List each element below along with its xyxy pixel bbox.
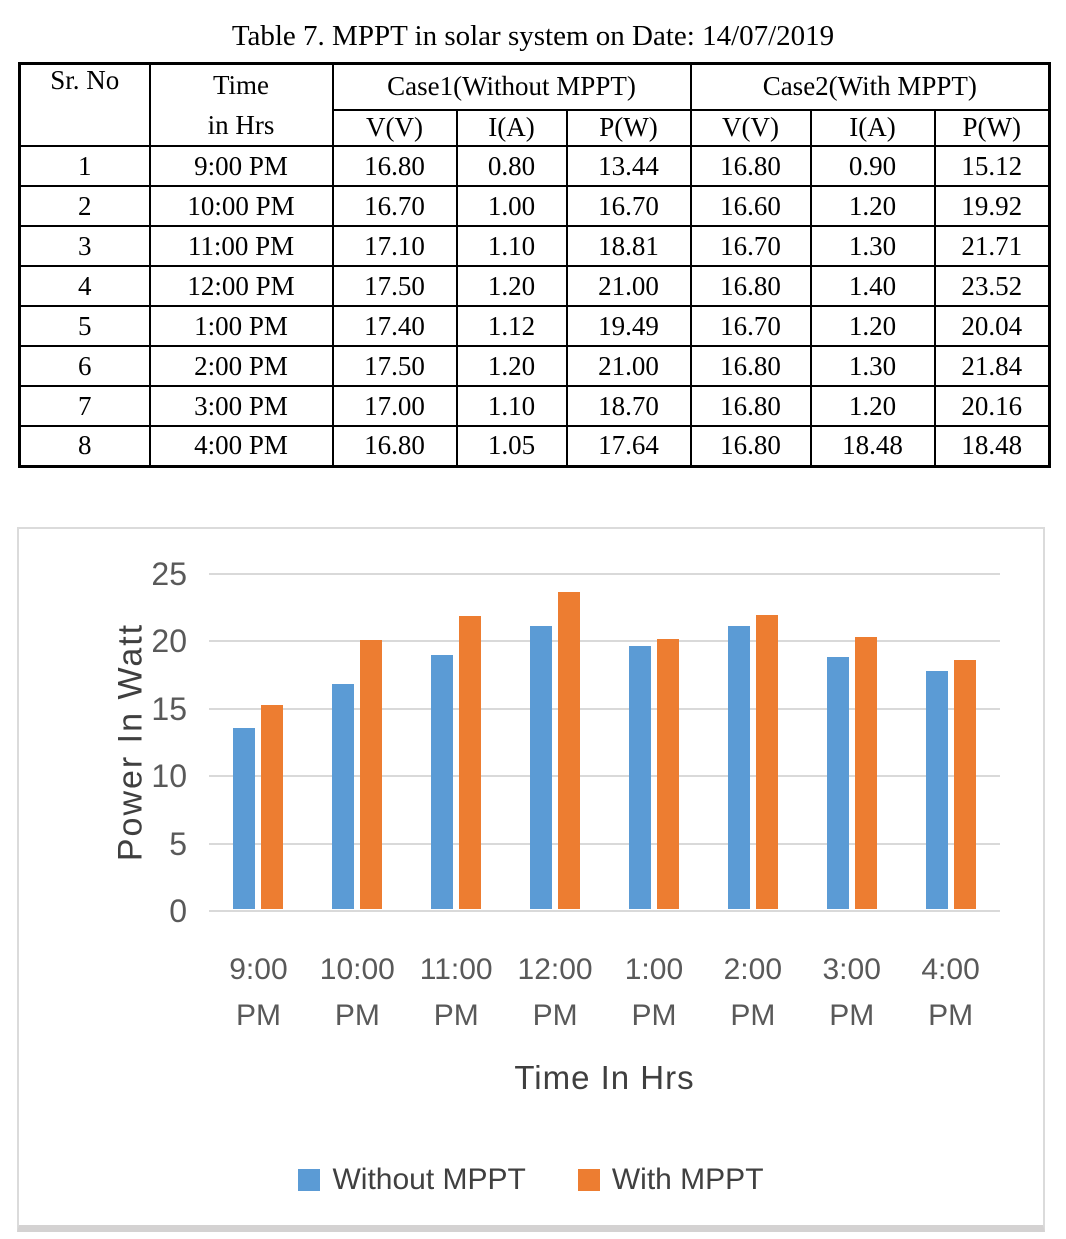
x-tick-label: [308, 947, 407, 1039]
header-time-line1: Time: [212, 70, 270, 100]
x-tick-label-line: PM: [334, 999, 380, 1032]
x-tick-label-line: 4:00: [921, 953, 980, 986]
table-row: [20, 306, 1050, 346]
table-cell: 2:00 PM: [150, 346, 333, 386]
bar-without-mppt: [728, 626, 750, 909]
header-case2: Case2(With MPPT): [691, 64, 1050, 110]
x-tick-label-line: 2:00: [723, 953, 782, 986]
bar-with-mppt: [855, 637, 877, 909]
table-cell: 21.00: [567, 266, 691, 306]
table-cell: 16.70: [333, 186, 457, 226]
table-cell: 4:00 PM: [150, 426, 333, 466]
legend-swatch-without-mppt-icon: [298, 1169, 320, 1191]
table-cell: 18.48: [935, 426, 1050, 466]
y-tick-label: 10: [151, 758, 187, 795]
table-cell: 13.44: [567, 146, 691, 186]
table-cell: 1.10: [457, 226, 567, 266]
table-cell: 17.50: [333, 266, 457, 306]
x-tick-label: [802, 947, 901, 1039]
table-cell: 5: [20, 306, 150, 346]
table-cell: 21.71: [935, 226, 1050, 266]
legend-swatch-with-mppt-icon: [578, 1169, 600, 1191]
header-sr-no: Sr. No: [20, 64, 150, 147]
x-axis-title: Time In Hrs: [514, 1059, 695, 1096]
bar-with-mppt: [657, 639, 679, 909]
table-cell: 23.52: [935, 266, 1050, 306]
bar-with-mppt: [360, 640, 382, 909]
bar-with-mppt: [756, 615, 778, 909]
table-cell: 1.40: [811, 266, 935, 306]
table-cell: 0.80: [457, 146, 567, 186]
y-tick-label: 15: [151, 690, 187, 727]
table-cell: 17.40: [333, 306, 457, 346]
x-tick-label-line: PM: [235, 999, 281, 1032]
table-cell: 8: [20, 426, 150, 466]
table-row: [20, 226, 1050, 266]
header-voltage-case2: V(V): [691, 110, 811, 146]
table-cell: 19.49: [567, 306, 691, 346]
table-cell: 17.64: [567, 426, 691, 466]
table-cell: 1.20: [811, 306, 935, 346]
table-cell: 16.80: [691, 146, 811, 186]
x-tick-label-line: 12:00: [517, 953, 593, 986]
table-cell: 21.84: [935, 346, 1050, 386]
legend-item-without-mppt: [298, 1163, 525, 1197]
bar-without-mppt: [629, 646, 651, 909]
header-time: [150, 64, 333, 147]
table-cell: 18.48: [811, 426, 935, 466]
gridline: [209, 708, 1000, 710]
x-tick-label: [407, 947, 506, 1039]
x-tick-label-line: PM: [433, 999, 479, 1032]
y-tick-label: 25: [151, 556, 187, 592]
legend-label-with-mppt: With MPPT: [611, 1163, 764, 1196]
gridline: [209, 573, 1000, 575]
table-cell: 17.10: [333, 226, 457, 266]
x-tick-label-line: PM: [730, 999, 776, 1032]
table-cell: 2: [20, 186, 150, 226]
legend-label-without-mppt: Without MPPT: [332, 1163, 526, 1196]
table-row: [20, 186, 1050, 226]
y-axis-title-text: Power In Watt: [111, 622, 150, 862]
table-cell: 15.12: [935, 146, 1050, 186]
x-tick-label: [605, 947, 704, 1039]
table-cell: 10:00 PM: [150, 186, 333, 226]
bar-with-mppt: [558, 592, 580, 909]
table-cell: 16.70: [567, 186, 691, 226]
table-row: [20, 426, 1050, 466]
table-cell: 16.80: [333, 426, 457, 466]
y-tick-label: 0: [169, 893, 187, 929]
table-cell: 4: [20, 266, 150, 306]
table-cell: 1.00: [457, 186, 567, 226]
header-case1: Case1(Without MPPT): [333, 64, 691, 110]
table-cell: 16.60: [691, 186, 811, 226]
table-cell: 16.80: [691, 386, 811, 426]
table-cell: 1.20: [811, 186, 935, 226]
table-cell: 16.80: [691, 266, 811, 306]
power-bar-chart: [17, 527, 1045, 1232]
table-cell: 1: [20, 146, 150, 186]
table-row: [20, 266, 1050, 306]
table-cell: 7: [20, 386, 150, 426]
table-cell: 1.20: [811, 386, 935, 426]
table-cell: 6: [20, 346, 150, 386]
table-cell: 18.70: [567, 386, 691, 426]
header-power-case1: P(W): [567, 110, 691, 146]
gridline: [209, 775, 1000, 777]
table-row: [20, 146, 1050, 186]
table-cell: 16.80: [691, 426, 811, 466]
table-cell: 17.00: [333, 386, 457, 426]
bar-with-mppt: [954, 660, 976, 909]
bar-with-mppt: [459, 616, 481, 909]
table-cell: 3: [20, 226, 150, 266]
y-tick-label: 20: [151, 623, 187, 660]
chart-legend: [19, 1163, 1043, 1197]
y-tick-label: 5: [169, 825, 187, 862]
table-cell: 17.50: [333, 346, 457, 386]
table-cell: 16.80: [691, 346, 811, 386]
x-tick-label: [506, 947, 605, 1039]
table-cell: 20.16: [935, 386, 1050, 426]
table-cell: 20.04: [935, 306, 1050, 346]
x-tick-label-line: 10:00: [319, 953, 395, 986]
x-tick-label: [901, 947, 1000, 1039]
table-cell: 1:00 PM: [150, 306, 333, 346]
header-voltage-case1: V(V): [333, 110, 457, 146]
table-cell: 1.20: [457, 266, 567, 306]
table-cell: 1.10: [457, 386, 567, 426]
bar-without-mppt: [827, 657, 849, 909]
x-tick-label-line: 3:00: [822, 953, 881, 986]
gridline: [209, 640, 1000, 642]
table-cell: 1.20: [457, 346, 567, 386]
table-cell: 16.70: [691, 306, 811, 346]
table-body: [20, 146, 1050, 466]
bar-without-mppt: [530, 626, 552, 909]
table-cell: 11:00 PM: [150, 226, 333, 266]
mppt-data-table: [18, 62, 1051, 468]
header-current-case2: I(A): [811, 110, 935, 146]
x-tick-label: [703, 947, 802, 1039]
legend-item-with-mppt: [578, 1163, 764, 1197]
gridline: [209, 910, 1000, 912]
table-cell: 21.00: [567, 346, 691, 386]
x-tick-label: [209, 947, 308, 1039]
table-cell: 12:00 PM: [150, 266, 333, 306]
x-tick-label-line: PM: [928, 999, 974, 1032]
x-tick-label-line: PM: [829, 999, 875, 1032]
table-cell: 0.90: [811, 146, 935, 186]
table-cell: 1.05: [457, 426, 567, 466]
header-time-line2: in Hrs: [207, 110, 275, 140]
x-axis-labels: [209, 947, 1000, 1039]
table-cell: 18.81: [567, 226, 691, 266]
x-tick-label-line: PM: [532, 999, 578, 1032]
bar-without-mppt: [926, 671, 948, 909]
x-tick-label-line: 9:00: [229, 953, 288, 986]
header-current-case1: I(A): [457, 110, 567, 146]
table-cell: 1.30: [811, 226, 935, 266]
table-row: [20, 386, 1050, 426]
bar-without-mppt: [431, 655, 453, 909]
table-cell: 1.30: [811, 346, 935, 386]
bar-with-mppt: [261, 705, 283, 909]
header-power-case2: P(W): [935, 110, 1050, 146]
table-cell: 1.12: [457, 306, 567, 346]
table-cell: 9:00 PM: [150, 146, 333, 186]
bar-without-mppt: [233, 728, 255, 909]
table-row: [20, 346, 1050, 386]
table-title: Table 7. MPPT in solar system on Date: 14/07/2019: [231, 20, 835, 52]
table-cell: 16.70: [691, 226, 811, 266]
x-tick-label-line: PM: [631, 999, 677, 1032]
x-tick-label-line: 11:00: [419, 953, 493, 986]
plot-area: [209, 574, 1000, 911]
table-cell: 19.92: [935, 186, 1050, 226]
gridline: [209, 843, 1000, 845]
x-tick-label-line: 1:00: [624, 953, 684, 986]
table-cell: 3:00 PM: [150, 386, 333, 426]
bar-without-mppt: [332, 684, 354, 909]
table-cell: 16.80: [333, 146, 457, 186]
